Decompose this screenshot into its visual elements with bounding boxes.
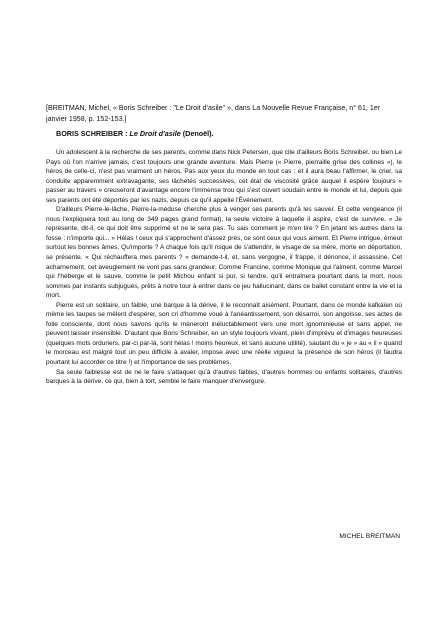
author-signature: MICHEL BREITMAN (339, 533, 400, 540)
paragraph-4: Sa seule faiblesse est de ne le faire s'attaquer qu'à d'autres faibles, d'autres hommes ou enfants solitaires, d'autres barques à la dérive, ce qui, bien à tort, semble le faire manquer d'envergure. (46, 368, 402, 386)
review-body (46, 148, 402, 387)
paragraph-2: D'ailleurs Pierre-le-lâche, Pierre-la-méduse cherche plus à venger ses parents qu'à les sauver. Et cette vengeance (il nous l'expliquera tout au long de 349 pages grand format), la seule victoire à laquelle il aspire, c'est de survivre. « Je représente, dit-il, ce qui doit être supprimé et ne le sera pas. Tu sais comment je m'en tire ? En jetant les autres dans la fosse : n'importe qui... » Hélas ! ceux qui s'approchent d'assez près, ce sont ceux qui vous aiment. Et Pierre intrigue, émeut surtout les bonnes âmes. Qu'importe ? A chaque fois qu'il risque de s'attendrir, le visage de sa mère, morte en déportation, se présente. « Qui réchauffera mes parents ? » demande-t-il, et, sans vergogne, il frappe, il dénonce, il assassine. Cet acharnement, cet aveuglement ne vont pas sans grandeur. Comme Francine, comme Monique qui l'aiment, comme Marcel qui l'héberge et le sauve, comme le petit Michou enfant si pur, si tendre, qu'il entraînera pourtant dans la mort, nous sommes par instants subjugués, prêts à notre tour à entrer dans ce jeu hallucinant, dans ce ballet constant entre la vie et la mort. (46, 206, 402, 300)
book-title: Le Droit d'asile (129, 129, 181, 138)
publisher-name: (Denoël). (180, 129, 214, 138)
paragraph-3: Pierre est un solitaire, un faible, une barque à la dérive, il le reconnaît aisément. Pourtant, dans ce monde kafkaïen où même les taupes se mêlent d'espérer, son cri d'homme voué à l'anéantissement, son désarroi, son angoisse, ses actes de folie consciente, dont nous savons qu'ils le mèneront inéluctablement vers une mort ignominieuse et sans appel, ne peuvent laisser insensible. D'autant que Boris Schreiber, en un style toujours vivant, plein d'imprévu et d'images heureuses (quelques mots orduriers, par-ci par-là, sont hélas ! moins heureux, et sans aucune utilité), sautant du « je » au « il » quand le morceau est malgré tout un peu difficile à avaler, impose avec une réelle vigueur la présence de son héros (il faudra pourtant lui accorder ce titre !) et l'importance de ses problèmes. (46, 301, 402, 367)
paragraph-1: Un adolescent à la recherche de ses parents, comme dans Nick Petersen, que cite d'ailleurs Boris Schreiber, ou bien Le Pays où l'on n'arrive jamais, c'est toujours une grande aventure. Mais Pierre (« Pierre, pierraille grise des collines »), le héros de celle-ci, n'est pas vraiment un héros. Pas aux yeux du monde en tout cas ; et il aura beau l'affirmer, le crier, sa conduite apparemment extravagante, ses lâchetés successives, cet état de viscosité grâce auquel il espère toujours « passer au travers » creuseront d'avantage encore l'immense trou qui s'est ouvert soudain entre le monde et lui, depuis que ses parents ont été déportés par les nazis, depuis ce qu'il appelle l'Événement. (46, 149, 402, 204)
bibliographic-citation: [BREITMAN, Michel, « Boris Schreiber : "Le Droit d'asile" », dans La Nouvelle Revue Française, n° 61, 1er janvier 1958, p. 152-153.] (46, 104, 381, 123)
review-heading (56, 129, 402, 139)
review-author-label: BORIS SCHREIBER : (56, 129, 130, 138)
